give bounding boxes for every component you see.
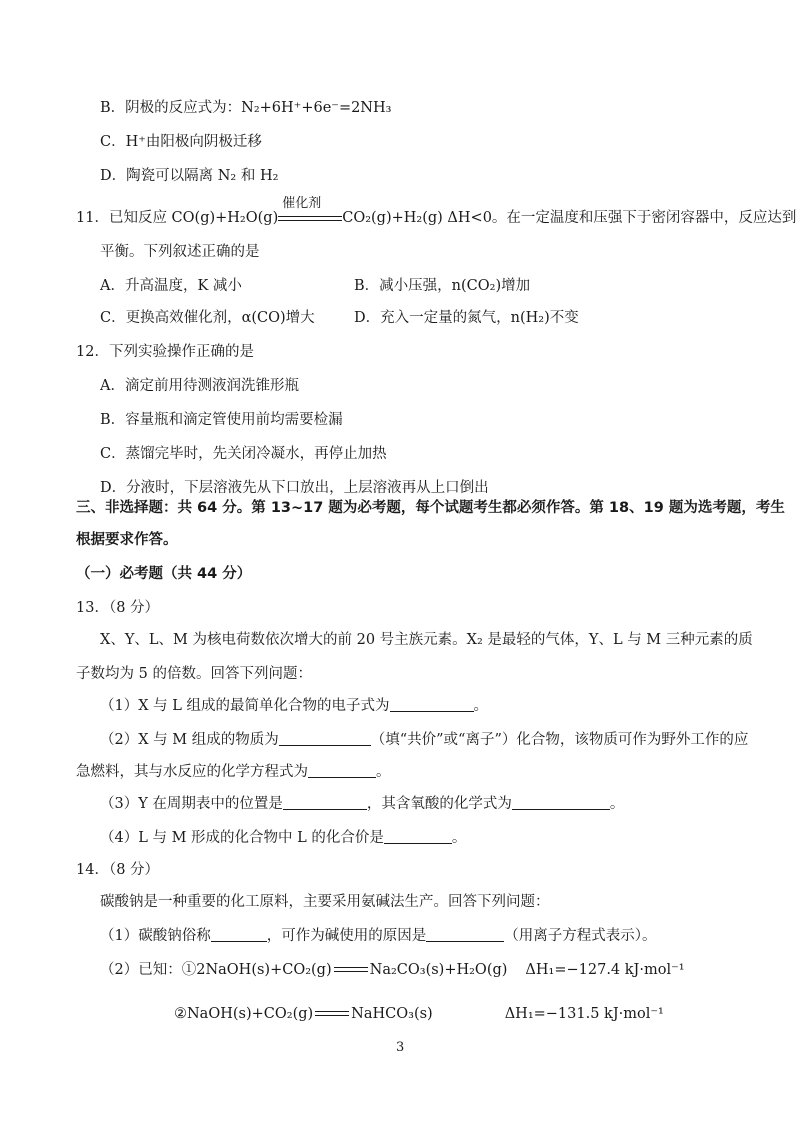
answer-blank[interactable] xyxy=(426,927,504,942)
q13-intro-line2: 子数均为 5 的倍数。回答下列问题： xyxy=(76,666,312,682)
q13-header: 13．（8 分） xyxy=(76,600,160,616)
q14-part2-eq2 xyxy=(174,1004,664,1024)
q13-part4-end: 。 xyxy=(451,830,467,846)
q12-option-a: A．滴定前用待测液润洗锥形瓶 xyxy=(100,378,299,394)
equation1-enthalpy: ΔH₁=−127.4 kJ·mol⁻¹ xyxy=(525,962,685,978)
catalyst-label: 催化剂 xyxy=(282,196,322,211)
part1-heading: （一）必考题（共 44 分） xyxy=(76,566,252,582)
equation1-reactants: （2）已知：①2NaOH(s)+CO₂(g) xyxy=(100,962,332,978)
q13-part1-end: 。 xyxy=(473,698,489,714)
section3-heading-line1: 三、非选择题：共 64 分。第 13~17 题为必考题，每个试题考生都必须作答。第 18、19 题为选考题，考生 xyxy=(76,500,785,516)
q11-option-b: B．减小压强，n(CO₂)增加 xyxy=(354,278,531,294)
answer-blank[interactable] xyxy=(390,697,474,712)
q14-intro: 碳酸钠是一种重要的化工原料，主要采用氨碱法生产。回答下列问题： xyxy=(100,894,550,910)
q13-part3-text-b: ，其含氧酸的化学式为 xyxy=(366,796,512,812)
q10-option-b: B．阴极的反应式为：N₂+6H⁺+6e⁻=2NH₃ xyxy=(100,100,392,116)
q14-part2-eq1 xyxy=(100,960,685,980)
equation1-products: Na₂CO₃(s)+H₂O(g) xyxy=(369,962,508,978)
q14-part1-text: （1）碳酸钠俗称 xyxy=(100,928,211,944)
q14-part1-text-b: ，可作为碱使用的原因是 xyxy=(266,928,427,944)
answer-blank[interactable] xyxy=(283,795,367,810)
q12-option-d: D．分液时，下层溶液先从下口放出，上层溶液再从上口倒出 xyxy=(100,480,489,496)
q11-stem-line1 xyxy=(76,196,797,228)
page-number: 3 xyxy=(396,1040,405,1055)
section3-heading-line2: 根据要求作答。 xyxy=(76,532,178,548)
q13-intro-line1: X、Y、L、M 为核电荷数依次增大的前 20 号主族元素。X₂ 是最轻的气体，Y、L 与 M 三种元素的质 xyxy=(100,632,753,648)
q12-stem: 12．下列实验操作正确的是 xyxy=(76,344,254,360)
q11-stem-b: CO₂(g)+H₂(g) ΔH<0。在一定温度和压强下于密闭容器中，反应达到 xyxy=(342,210,797,226)
answer-blank[interactable] xyxy=(308,763,376,778)
q13-part2-line1 xyxy=(100,730,748,750)
answer-blank[interactable] xyxy=(512,795,610,810)
q13-part2-text: （2）X 与 M 组成的物质为 xyxy=(100,732,279,748)
q11-option-a: A．升高温度，K 减小 xyxy=(100,278,242,294)
q11-option-d: D．充入一定量的氮气，n(H₂)不变 xyxy=(354,310,579,326)
q11-number: 11． xyxy=(76,210,109,226)
q13-part3 xyxy=(100,794,624,814)
equals-sign-icon xyxy=(313,1008,351,1020)
answer-blank[interactable] xyxy=(211,927,267,942)
q12-option-c: C．蒸馏完毕时，先关闭冷凝水，再停止加热 xyxy=(100,446,387,462)
q13-part3-text: （3）Y 在周期表中的位置是 xyxy=(100,796,283,812)
equation2-products: NaHCO₃(s) xyxy=(351,1006,433,1022)
q13-part2-text-c: 急燃料，其与水反应的化学方程式为 xyxy=(76,764,308,780)
q13-part2-line2 xyxy=(76,762,391,782)
equation2-reactants: ②NaOH(s)+CO₂(g) xyxy=(174,1006,314,1022)
q13-part1 xyxy=(100,696,488,716)
q13-part1-text: （1）X 与 L 组成的最简单化合物的电子式为 xyxy=(100,698,390,714)
q10-option-d: D．陶瓷可以隔离 N₂ 和 H₂ xyxy=(100,168,279,184)
equals-sign-icon xyxy=(332,964,370,976)
q13-part4-text: （4）L 与 M 形成的化合物中 L 的化合价是 xyxy=(100,830,384,846)
catalyst-equilibrium-arrow xyxy=(278,196,342,228)
answer-blank[interactable] xyxy=(279,731,371,746)
q13-part3-end: 。 xyxy=(609,796,625,812)
q11-stem-a: 已知反应 CO(g)+H₂O(g) xyxy=(108,210,279,226)
q13-part2-end: 。 xyxy=(376,764,391,780)
q10-option-c: C．H⁺由阳极向阴极迁移 xyxy=(100,134,262,150)
q14-header: 14．（8 分） xyxy=(76,862,160,878)
q14-part1 xyxy=(100,926,656,946)
equation2-enthalpy: ΔH₁=−131.5 kJ·mol⁻¹ xyxy=(504,1006,664,1022)
q13-part4 xyxy=(100,828,466,848)
q12-option-b: B．容量瓶和滴定管使用前均需要检漏 xyxy=(100,412,343,428)
q11-option-c: C．更换高效催化剂，α(CO)增大 xyxy=(100,310,315,326)
q13-part2-text-b: （填“共价”或“离子”）化合物，该物质可作为野外工作的应 xyxy=(370,732,749,748)
q11-stem-line2: 平衡。下列叙述正确的是 xyxy=(100,244,260,260)
q14-part1-end: （用离子方程式表示）。 xyxy=(504,928,657,944)
answer-blank[interactable] xyxy=(384,829,452,844)
